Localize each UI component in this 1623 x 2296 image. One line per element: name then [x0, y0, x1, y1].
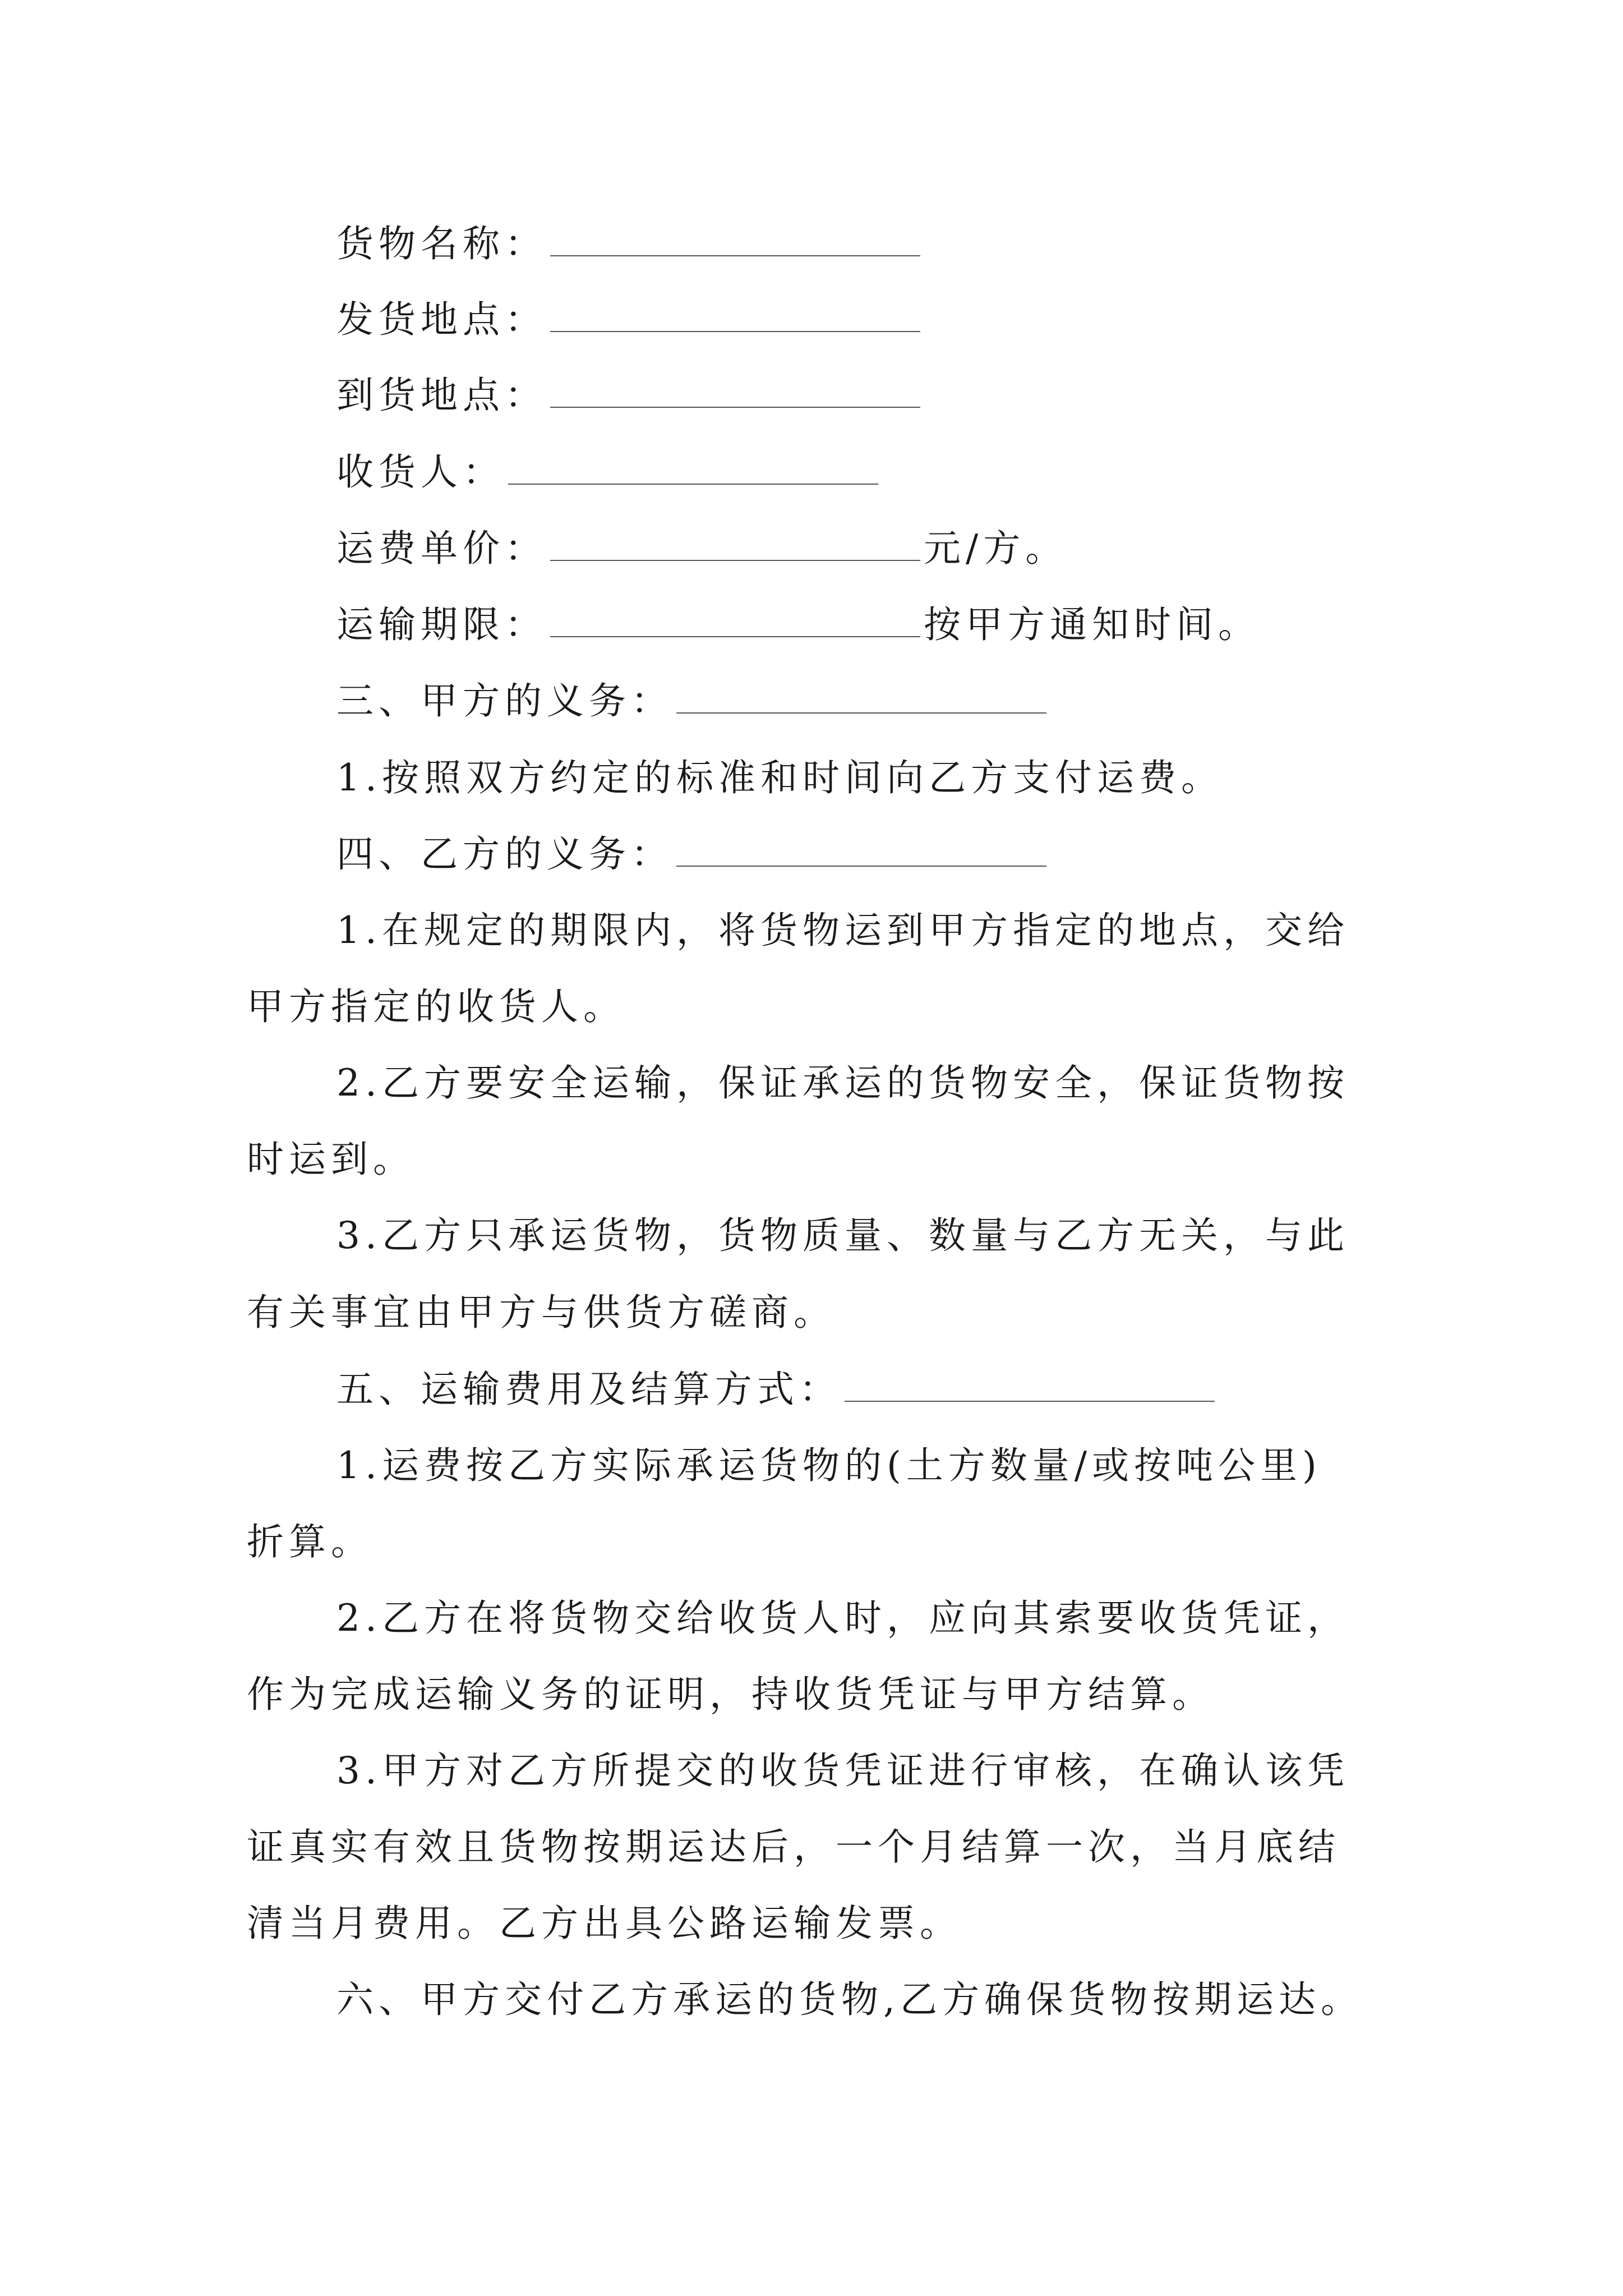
- unit-price-field[interactable]: [550, 552, 920, 561]
- section-five-item-3-line2: 证真实有效且货物按期运达后，一个月结算一次，当月底结: [247, 1825, 1340, 1869]
- section-five-item-3-line3: 清当月费用。乙方出具公路运输发票。: [247, 1902, 962, 1945]
- unit-price-row: [336, 526, 1067, 571]
- section-three-heading-row: [336, 679, 1050, 724]
- ship-to-row: [336, 373, 924, 418]
- section-five-heading: 五、运输费用及结算方式：: [336, 1368, 841, 1411]
- section-five-item-2-line2: 作为完成运输义务的证明，持收货凭证与甲方结算。: [247, 1673, 1214, 1716]
- goods-name-label: 货物名称：: [336, 222, 547, 265]
- section-five-item-3-line1: 3.甲方对乙方所提交的收货凭证进行审核，在确认该凭: [336, 1749, 1349, 1792]
- goods-name-field[interactable]: [550, 247, 920, 256]
- section-four-item-1-line1: 1.在规定的期限内，将货物运到甲方指定的地点，交给: [336, 909, 1349, 952]
- section-four-item-2-line2: 时运到。: [247, 1138, 415, 1181]
- section-four-item-2-line1: 2.乙方要安全运输，保证承运的货物安全，保证货物按: [336, 1061, 1349, 1105]
- section-six-text: 六、甲方交付乙方承运的货物,乙方确保货物按期运达。: [336, 1978, 1363, 2021]
- section-five-item-2-line1: 2.乙方在将货物交给收货人时，应向其索要收货凭证，: [336, 1596, 1349, 1640]
- ship-from-label: 发货地点：: [336, 298, 547, 341]
- transport-period-label: 运输期限：: [336, 603, 547, 646]
- consignee-field[interactable]: [508, 476, 878, 485]
- section-five-item-1-line2: 折算。: [247, 1520, 373, 1563]
- section-five-heading-row: [336, 1367, 1218, 1412]
- ship-to-label: 到货地点：: [336, 374, 547, 417]
- section-four-item-1-line2: 甲方指定的收货人。: [247, 985, 625, 1028]
- unit-price-label: 运费单价：: [336, 527, 547, 570]
- transport-period-row: [336, 602, 1260, 647]
- ship-from-row: [336, 297, 924, 342]
- section-five-blank[interactable]: [845, 1393, 1215, 1402]
- section-four-blank[interactable]: [676, 858, 1046, 867]
- section-five-item-1-line1: 1.运费按乙方实际承运货物的(土方数量/或按吨公里): [336, 1444, 1322, 1487]
- section-four-item-3-line1: 3.乙方只承运货物，货物质量、数量与乙方无关，与此: [336, 1214, 1349, 1257]
- section-three-blank[interactable]: [676, 705, 1046, 714]
- goods-name-row: [336, 222, 924, 266]
- consignee-label: 收货人：: [336, 450, 505, 494]
- transport-period-suffix: 按甲方通知时间。: [924, 603, 1260, 646]
- unit-price-suffix: 元/方。: [924, 527, 1068, 570]
- ship-to-field[interactable]: [550, 399, 920, 408]
- ship-from-field[interactable]: [550, 323, 920, 332]
- section-four-heading: 四、乙方的义务：: [336, 832, 673, 876]
- transport-period-field[interactable]: [550, 628, 920, 637]
- consignee-row: [336, 450, 882, 495]
- section-four-item-3-line2: 有关事宜由甲方与供货方磋商。: [247, 1291, 836, 1334]
- section-three-item-1: 1.按照双方约定的标准和时间向乙方支付运费。: [336, 756, 1223, 799]
- section-three-heading: 三、甲方的义务：: [336, 679, 673, 723]
- section-four-heading-row: [336, 832, 1050, 877]
